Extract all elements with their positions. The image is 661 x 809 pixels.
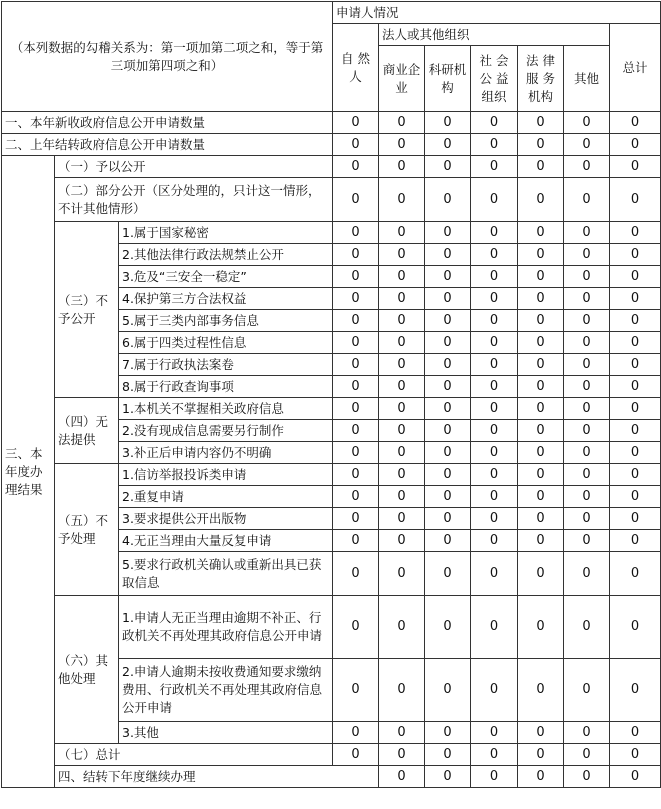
value-cell: 0 bbox=[379, 354, 425, 376]
value-cell: 0 bbox=[333, 530, 379, 552]
value-cell: 0 bbox=[333, 222, 379, 244]
value-cell: 0 bbox=[333, 552, 379, 596]
value-cell: 0 bbox=[333, 486, 379, 508]
value-cell: 0 bbox=[379, 530, 425, 552]
value-cell: 0 bbox=[610, 420, 661, 442]
value-cell: 0 bbox=[564, 659, 610, 722]
value-cell: 0 bbox=[379, 112, 425, 134]
value-cell: 0 bbox=[564, 552, 610, 596]
value-cell: 0 bbox=[564, 442, 610, 464]
row-label: 5.属于三类内部事务信息 bbox=[119, 310, 333, 332]
value-cell: 0 bbox=[471, 398, 518, 420]
info-disclosure-table bbox=[1, 1, 661, 788]
value-cell: 0 bbox=[471, 486, 518, 508]
value-cell: 0 bbox=[564, 112, 610, 134]
value-cell: 0 bbox=[610, 744, 661, 766]
value-cell: 0 bbox=[518, 156, 564, 178]
value-cell: 0 bbox=[518, 244, 564, 266]
value-cell: 0 bbox=[333, 354, 379, 376]
value-cell: 0 bbox=[471, 508, 518, 530]
value-cell: 0 bbox=[518, 332, 564, 354]
row-label: 一、本年新收政府信息公开申请数量 bbox=[2, 112, 333, 134]
value-cell: 0 bbox=[518, 420, 564, 442]
value-cell: 0 bbox=[564, 288, 610, 310]
value-cell: 0 bbox=[425, 288, 471, 310]
value-cell: 0 bbox=[564, 156, 610, 178]
table-row bbox=[2, 222, 661, 244]
row-label: 3.要求提供公开出版物 bbox=[119, 508, 333, 530]
header-research: 科研机构 bbox=[425, 46, 471, 112]
value-cell: 0 bbox=[564, 486, 610, 508]
value-cell: 0 bbox=[610, 376, 661, 398]
value-cell: 0 bbox=[379, 596, 425, 659]
value-cell: 0 bbox=[425, 266, 471, 288]
row-label: 8.属于行政查询事项 bbox=[119, 376, 333, 398]
value-cell: 0 bbox=[471, 722, 518, 744]
row-label: 1.信访举报投诉类申请 bbox=[119, 464, 333, 486]
value-cell: 0 bbox=[471, 659, 518, 722]
value-cell: 0 bbox=[379, 134, 425, 156]
value-cell: 0 bbox=[610, 596, 661, 659]
value-cell: 0 bbox=[333, 596, 379, 659]
row-label: 二、上年结转政府信息公开申请数量 bbox=[2, 134, 333, 156]
header-social-welfare: 社 会 公 益 组织 bbox=[471, 46, 518, 112]
value-cell: 0 bbox=[610, 766, 661, 788]
value-cell: 0 bbox=[379, 288, 425, 310]
value-cell: 0 bbox=[379, 332, 425, 354]
value-cell: 0 bbox=[518, 552, 564, 596]
value-cell: 0 bbox=[333, 134, 379, 156]
value-cell: 0 bbox=[379, 442, 425, 464]
value-cell: 0 bbox=[518, 376, 564, 398]
table-row bbox=[2, 178, 661, 222]
value-cell: 0 bbox=[425, 134, 471, 156]
value-cell: 0 bbox=[425, 354, 471, 376]
value-cell: 0 bbox=[610, 288, 661, 310]
value-cell: 0 bbox=[564, 244, 610, 266]
value-cell: 0 bbox=[471, 332, 518, 354]
value-cell: 0 bbox=[333, 288, 379, 310]
table-row bbox=[2, 156, 661, 178]
value-cell: 0 bbox=[471, 112, 518, 134]
value-cell: 0 bbox=[518, 596, 564, 659]
value-cell: 0 bbox=[333, 376, 379, 398]
value-cell: 0 bbox=[333, 508, 379, 530]
value-cell: 0 bbox=[425, 442, 471, 464]
value-cell: 0 bbox=[610, 244, 661, 266]
value-cell: 0 bbox=[425, 310, 471, 332]
value-cell: 0 bbox=[564, 266, 610, 288]
value-cell: 0 bbox=[518, 178, 564, 222]
value-cell: 0 bbox=[471, 178, 518, 222]
value-cell: 0 bbox=[564, 420, 610, 442]
row-label: 2.没有现成信息需要另行制作 bbox=[119, 420, 333, 442]
value-cell: 0 bbox=[564, 722, 610, 744]
row-label: 1.本机关不掌握相关政府信息 bbox=[119, 398, 333, 420]
row-label: （七）总计 bbox=[55, 744, 333, 766]
value-cell: 0 bbox=[610, 332, 661, 354]
value-cell: 0 bbox=[564, 530, 610, 552]
value-cell: 0 bbox=[425, 332, 471, 354]
value-cell: 0 bbox=[379, 508, 425, 530]
value-cell: 0 bbox=[333, 659, 379, 722]
value-cell: 0 bbox=[425, 112, 471, 134]
value-cell: 0 bbox=[471, 376, 518, 398]
value-cell: 0 bbox=[564, 310, 610, 332]
header-legal-org: 法人或其他组织 bbox=[379, 24, 610, 46]
value-cell: 0 bbox=[471, 310, 518, 332]
value-cell: 0 bbox=[518, 112, 564, 134]
value-cell: 0 bbox=[518, 398, 564, 420]
value-cell: 0 bbox=[564, 134, 610, 156]
value-cell: 0 bbox=[518, 766, 564, 788]
value-cell: 0 bbox=[425, 178, 471, 222]
value-cell: 0 bbox=[564, 332, 610, 354]
value-cell: 0 bbox=[610, 222, 661, 244]
value-cell: 0 bbox=[518, 530, 564, 552]
value-cell: 0 bbox=[333, 310, 379, 332]
value-cell: 0 bbox=[333, 156, 379, 178]
row-group-label: （三）不予公开 bbox=[55, 222, 119, 398]
value-cell: 0 bbox=[518, 744, 564, 766]
value-cell: 0 bbox=[379, 464, 425, 486]
value-cell: 0 bbox=[379, 178, 425, 222]
value-cell: 0 bbox=[471, 442, 518, 464]
value-cell: 0 bbox=[425, 222, 471, 244]
value-cell: 0 bbox=[425, 530, 471, 552]
value-cell: 0 bbox=[610, 134, 661, 156]
value-cell: 0 bbox=[425, 464, 471, 486]
value-cell: 0 bbox=[379, 310, 425, 332]
value-cell: 0 bbox=[610, 508, 661, 530]
value-cell: 0 bbox=[425, 659, 471, 722]
value-cell: 0 bbox=[610, 266, 661, 288]
value-cell: 0 bbox=[471, 530, 518, 552]
value-cell: 0 bbox=[518, 659, 564, 722]
value-cell: 0 bbox=[518, 464, 564, 486]
value-cell: 0 bbox=[471, 244, 518, 266]
value-cell: 0 bbox=[518, 310, 564, 332]
table-row bbox=[2, 464, 661, 486]
value-cell: 0 bbox=[333, 178, 379, 222]
value-cell: 0 bbox=[518, 222, 564, 244]
value-cell: 0 bbox=[471, 420, 518, 442]
value-cell: 0 bbox=[518, 354, 564, 376]
value-cell: 0 bbox=[379, 244, 425, 266]
value-cell: 0 bbox=[518, 486, 564, 508]
value-cell: 0 bbox=[379, 552, 425, 596]
row-label: 2.重复申请 bbox=[119, 486, 333, 508]
table-row bbox=[2, 112, 661, 134]
value-cell: 0 bbox=[379, 722, 425, 744]
value-cell: 0 bbox=[379, 744, 425, 766]
table-row bbox=[2, 134, 661, 156]
value-cell: 0 bbox=[471, 134, 518, 156]
table-row bbox=[2, 766, 661, 788]
value-cell: 0 bbox=[471, 266, 518, 288]
header-commercial: 商业企业 bbox=[379, 46, 425, 112]
value-cell: 0 bbox=[471, 288, 518, 310]
value-cell: 0 bbox=[471, 354, 518, 376]
value-cell: 0 bbox=[379, 376, 425, 398]
value-cell: 0 bbox=[425, 596, 471, 659]
value-cell: 0 bbox=[333, 332, 379, 354]
row-label: 3.补正后申请内容仍不明确 bbox=[119, 442, 333, 464]
row-label: 四、结转下年度继续办理 bbox=[55, 766, 379, 788]
value-cell: 0 bbox=[518, 508, 564, 530]
header-legal-service: 法 律 服 务 机构 bbox=[518, 46, 564, 112]
value-cell: 0 bbox=[610, 178, 661, 222]
value-cell: 0 bbox=[471, 596, 518, 659]
value-cell: 0 bbox=[610, 156, 661, 178]
value-cell: 0 bbox=[425, 376, 471, 398]
value-cell: 0 bbox=[379, 156, 425, 178]
value-cell: 0 bbox=[564, 464, 610, 486]
value-cell: 0 bbox=[379, 766, 425, 788]
value-cell: 0 bbox=[333, 420, 379, 442]
value-cell: 0 bbox=[471, 744, 518, 766]
value-cell: 0 bbox=[379, 266, 425, 288]
table-row bbox=[2, 744, 661, 766]
value-cell: 0 bbox=[564, 376, 610, 398]
value-cell: 0 bbox=[425, 744, 471, 766]
row-group-label: 三、本年度办理结果 bbox=[2, 156, 55, 788]
value-cell: 0 bbox=[564, 766, 610, 788]
header-applicant: 申请人情况 bbox=[333, 2, 661, 24]
value-cell: 0 bbox=[333, 244, 379, 266]
value-cell: 0 bbox=[610, 552, 661, 596]
value-cell: 0 bbox=[518, 442, 564, 464]
value-cell: 0 bbox=[425, 552, 471, 596]
table-row bbox=[2, 398, 661, 420]
value-cell: 0 bbox=[610, 398, 661, 420]
value-cell: 0 bbox=[610, 354, 661, 376]
table-row bbox=[2, 596, 661, 659]
value-cell: 0 bbox=[379, 486, 425, 508]
value-cell: 0 bbox=[333, 442, 379, 464]
value-cell: 0 bbox=[610, 442, 661, 464]
value-cell: 0 bbox=[379, 420, 425, 442]
row-label: 3.危及“三安全一稳定” bbox=[119, 266, 333, 288]
value-cell: 0 bbox=[518, 288, 564, 310]
value-cell: 0 bbox=[610, 659, 661, 722]
value-cell: 0 bbox=[471, 222, 518, 244]
value-cell: 0 bbox=[564, 398, 610, 420]
value-cell: 0 bbox=[471, 552, 518, 596]
value-cell: 0 bbox=[564, 596, 610, 659]
value-cell: 0 bbox=[425, 156, 471, 178]
value-cell: 0 bbox=[610, 486, 661, 508]
value-cell: 0 bbox=[333, 398, 379, 420]
value-cell: 0 bbox=[425, 766, 471, 788]
value-cell: 0 bbox=[425, 398, 471, 420]
value-cell: 0 bbox=[518, 722, 564, 744]
value-cell: 0 bbox=[379, 659, 425, 722]
row-group-label: （五）不予处理 bbox=[55, 464, 119, 596]
value-cell: 0 bbox=[564, 222, 610, 244]
row-label: 2.申请人逾期未按收费通知要求缴纳费用、行政机关不再处理其政府信息公开申请 bbox=[119, 659, 333, 722]
row-label: 1.属于国家秘密 bbox=[119, 222, 333, 244]
value-cell: 0 bbox=[333, 266, 379, 288]
value-cell: 0 bbox=[333, 464, 379, 486]
row-label: 3.其他 bbox=[119, 722, 333, 744]
value-cell: 0 bbox=[518, 266, 564, 288]
value-cell: 0 bbox=[564, 508, 610, 530]
header-natural-person: 自 然 人 bbox=[333, 24, 379, 112]
value-cell: 0 bbox=[425, 508, 471, 530]
row-label: （二）部分公开（区分处理的，只计这一情形，不计其他情形） bbox=[55, 178, 333, 222]
value-cell: 0 bbox=[333, 722, 379, 744]
value-cell: 0 bbox=[471, 156, 518, 178]
value-cell: 0 bbox=[564, 178, 610, 222]
row-group-label: （六）其他处理 bbox=[55, 596, 119, 744]
header-other: 其他 bbox=[564, 46, 610, 112]
value-cell: 0 bbox=[610, 464, 661, 486]
row-label: 4.保护第三方合法权益 bbox=[119, 288, 333, 310]
row-label: 1.申请人无正当理由逾期不补正、行政机关不再处理其政府信息公开申请 bbox=[119, 596, 333, 659]
value-cell: 0 bbox=[564, 354, 610, 376]
value-cell: 0 bbox=[610, 530, 661, 552]
value-cell: 0 bbox=[425, 486, 471, 508]
row-label: 6.属于四类过程性信息 bbox=[119, 332, 333, 354]
value-cell: 0 bbox=[333, 112, 379, 134]
value-cell: 0 bbox=[379, 398, 425, 420]
value-cell: 0 bbox=[425, 722, 471, 744]
value-cell: 0 bbox=[610, 722, 661, 744]
row-label: 4.无正当理由大量反复申请 bbox=[119, 530, 333, 552]
value-cell: 0 bbox=[425, 420, 471, 442]
value-cell: 0 bbox=[610, 112, 661, 134]
row-label: 7.属于行政执法案卷 bbox=[119, 354, 333, 376]
row-group-label: （四）无法提供 bbox=[55, 398, 119, 464]
value-cell: 0 bbox=[471, 766, 518, 788]
value-cell: 0 bbox=[471, 464, 518, 486]
value-cell: 0 bbox=[333, 744, 379, 766]
value-cell: 0 bbox=[379, 222, 425, 244]
value-cell: 0 bbox=[610, 310, 661, 332]
row-label: 5.要求行政机关确认或重新出具已获取信息 bbox=[119, 552, 333, 596]
header-note: （本列数据的勾稽关系为：第一项加第二项之和，等于第三项加第四项之和） bbox=[2, 2, 333, 112]
value-cell: 0 bbox=[518, 134, 564, 156]
header-total: 总计 bbox=[610, 24, 661, 112]
row-label: （一）予以公开 bbox=[55, 156, 333, 178]
value-cell: 0 bbox=[564, 744, 610, 766]
value-cell: 0 bbox=[425, 244, 471, 266]
row-label: 2.其他法律行政法规禁止公开 bbox=[119, 244, 333, 266]
